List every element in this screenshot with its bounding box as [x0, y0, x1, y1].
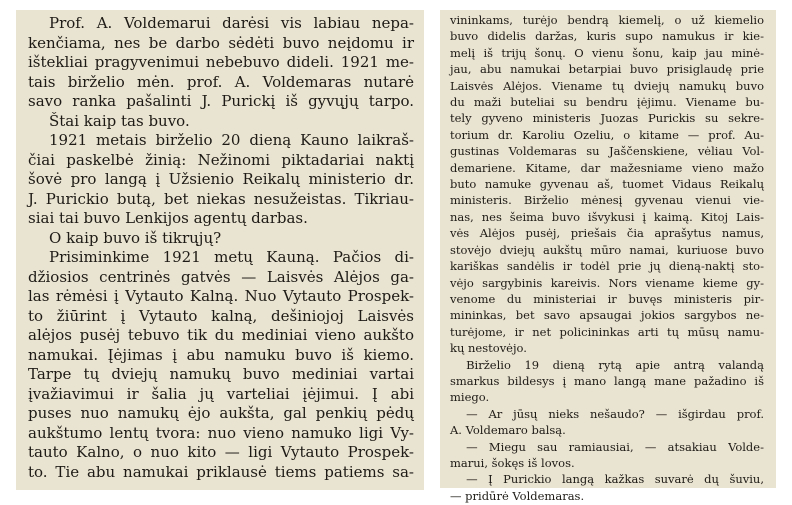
text-line: džiosios centrinės gatvės — Laisvės Alėjos ga-: [28, 267, 414, 286]
text-line: tais birželio mėn. prof. A. Voldemaras nutarė: [28, 72, 414, 91]
text-line: vės Alėjos pusėj, priešais čia aprašytus namus,: [450, 226, 764, 241]
text-line: Prisiminkime 1921 metų Kauną. Pačios di-: [49, 248, 414, 266]
text-line: kariškas sandėlis ir todėl prie jų dieną-naktį sto-: [450, 259, 764, 274]
text-line: las rėmėsi į Vytauto Kalną. Nuo Vytauto Prospek-: [28, 287, 414, 305]
text-line: demariene. Kitame, dar mažesniame vieno mažo: [450, 160, 764, 175]
text-line: vininkams, turėjo bendrą kiemelį, o už kiemelio: [450, 13, 764, 27]
text-line: tely gyveno ministeris Juozas Purickis su sekre-: [450, 111, 764, 126]
text-line: — Į Purickio langą kažkas suvarė dų šuviu,: [466, 472, 764, 487]
text-line: ministeris. Birželio mėnesį gyvenau vienui vie-: [450, 193, 764, 208]
text-line: to. Tie abu namukai priklausė tiems patiems sa-: [28, 462, 414, 481]
text-line: torium dr. Karoliu Ozeliu, o kitame — prof. Au-: [450, 127, 764, 142]
text-line: marui, šokęs iš lovos.: [450, 455, 575, 470]
left-text-column: [16, 10, 424, 490]
text-line: siai tai buvo Lenkijos agentų darbas.: [28, 209, 308, 227]
text-line: venome du ministeriai ir buvęs ministeris pir-: [450, 291, 764, 306]
text-line: kenčiama, nes be darbo sėdėti buvo neįdomu ir: [28, 33, 414, 52]
text-line: melį iš trijų šonų. O vienu šonu, kaip jau minė-: [450, 45, 764, 60]
text-line: ištekliai pragyvenimui nebebuvo dideli. 1921 me-: [28, 53, 414, 71]
text-line: puses nuo namukų ėjo aukšta, gal penkių pėdų: [28, 404, 414, 422]
text-line: buvo didelis daržas, kuris supo namukus ir kie-: [450, 29, 764, 44]
text-line: miego.: [450, 390, 490, 405]
text-line: kų nestovėjo.: [450, 341, 527, 356]
text-line: to žiūrint į Vytauto kalną, dešiniojoj Laisvės: [28, 306, 414, 325]
text-line: nas, nes šeima buvo išvykusi į kaimą. Kitoj Lais-: [450, 209, 764, 224]
text-line: namukai. Įėjimas į abu namuku buvo iš kiemo.: [28, 345, 414, 364]
text-line: — pridūrė Voldemaras.: [450, 488, 585, 503]
text-line: O kaip buvo iš tikrųjų?: [49, 228, 222, 247]
text-line: — Miegu sau ramiausiai, — atsakiau Volde-: [466, 439, 764, 454]
text-line: Prof. A. Voldemarui darėsi vis labiau nepa-: [49, 14, 414, 32]
text-line: smarkus bildesys į mano langą mane pažadino iš: [450, 373, 764, 388]
text-line: Birželio 19 dieną rytą apie antrą valandą: [466, 357, 764, 372]
text-line: mininkas, bet savo apsaugai jokios sargybos ne-: [450, 308, 764, 323]
text-line: šovė pro langą į Užsienio Reikalų ministerio dr.: [28, 170, 414, 188]
text-line: alėjos pusėj tebuvo tik du mediniai vieno aukšto: [28, 326, 414, 344]
text-line: Tarpe tų dviejų namukų buvo mediniai vartai: [28, 365, 414, 383]
text-line: 1921 metais birželio 20 dieną Kauno laikraš-: [49, 131, 414, 149]
text-line: Štai kaip tas buvo.: [49, 111, 190, 130]
text-line: įvažiavimui ir šalia jų varteliai įėjimui. Į abi: [28, 384, 414, 403]
text-line: A. Voldemaro balsą.: [450, 423, 566, 438]
text-line: Laisvės Alėjos. Viename tų dviejų namukų buvo: [450, 78, 764, 93]
text-line: gustinas Voldemaras su Jaščenskiene, vėliau Vol-: [450, 144, 764, 159]
text-line: čiai paskelbė žinią: Nežinomi piktadariai naktį: [28, 150, 414, 169]
text-line: jau, abu namukai betarpiai buvo prisiglaudę prie: [450, 62, 764, 77]
text-line: savo ranka pašalinti J. Purickį iš gyvųjų tarpo.: [28, 92, 414, 110]
text-line: aukštumo lentų tvora: nuo vieno namuko ligi Vy-: [28, 423, 414, 442]
text-line: J. Purickio butą, bet niekas nesužeistas. Tikriau-: [28, 189, 414, 208]
text-line: vėjo sargybinis kareivis. Nors viename kieme gy-: [450, 275, 764, 290]
text-line: stovėjo dviejų aukštų mūro namai, kuriuose buvo: [450, 242, 764, 257]
text-line: turėjome, ir net policininkas arti tų mūsų namu-: [450, 324, 764, 339]
text-line: buto namuke gyvenau aš, tuomet Vidaus Reikalų: [450, 177, 764, 192]
text-line: — Ar jūsų nieks nešaudo? — išgirdau prof.: [466, 406, 764, 421]
text-line: tauto Kalno, o nuo kito — ligi Vytauto Prospek-: [28, 443, 414, 461]
right-text-column: [440, 10, 776, 503]
text-line: du maži buteliai su bendru įėjimu. Viename bu-: [450, 95, 764, 110]
